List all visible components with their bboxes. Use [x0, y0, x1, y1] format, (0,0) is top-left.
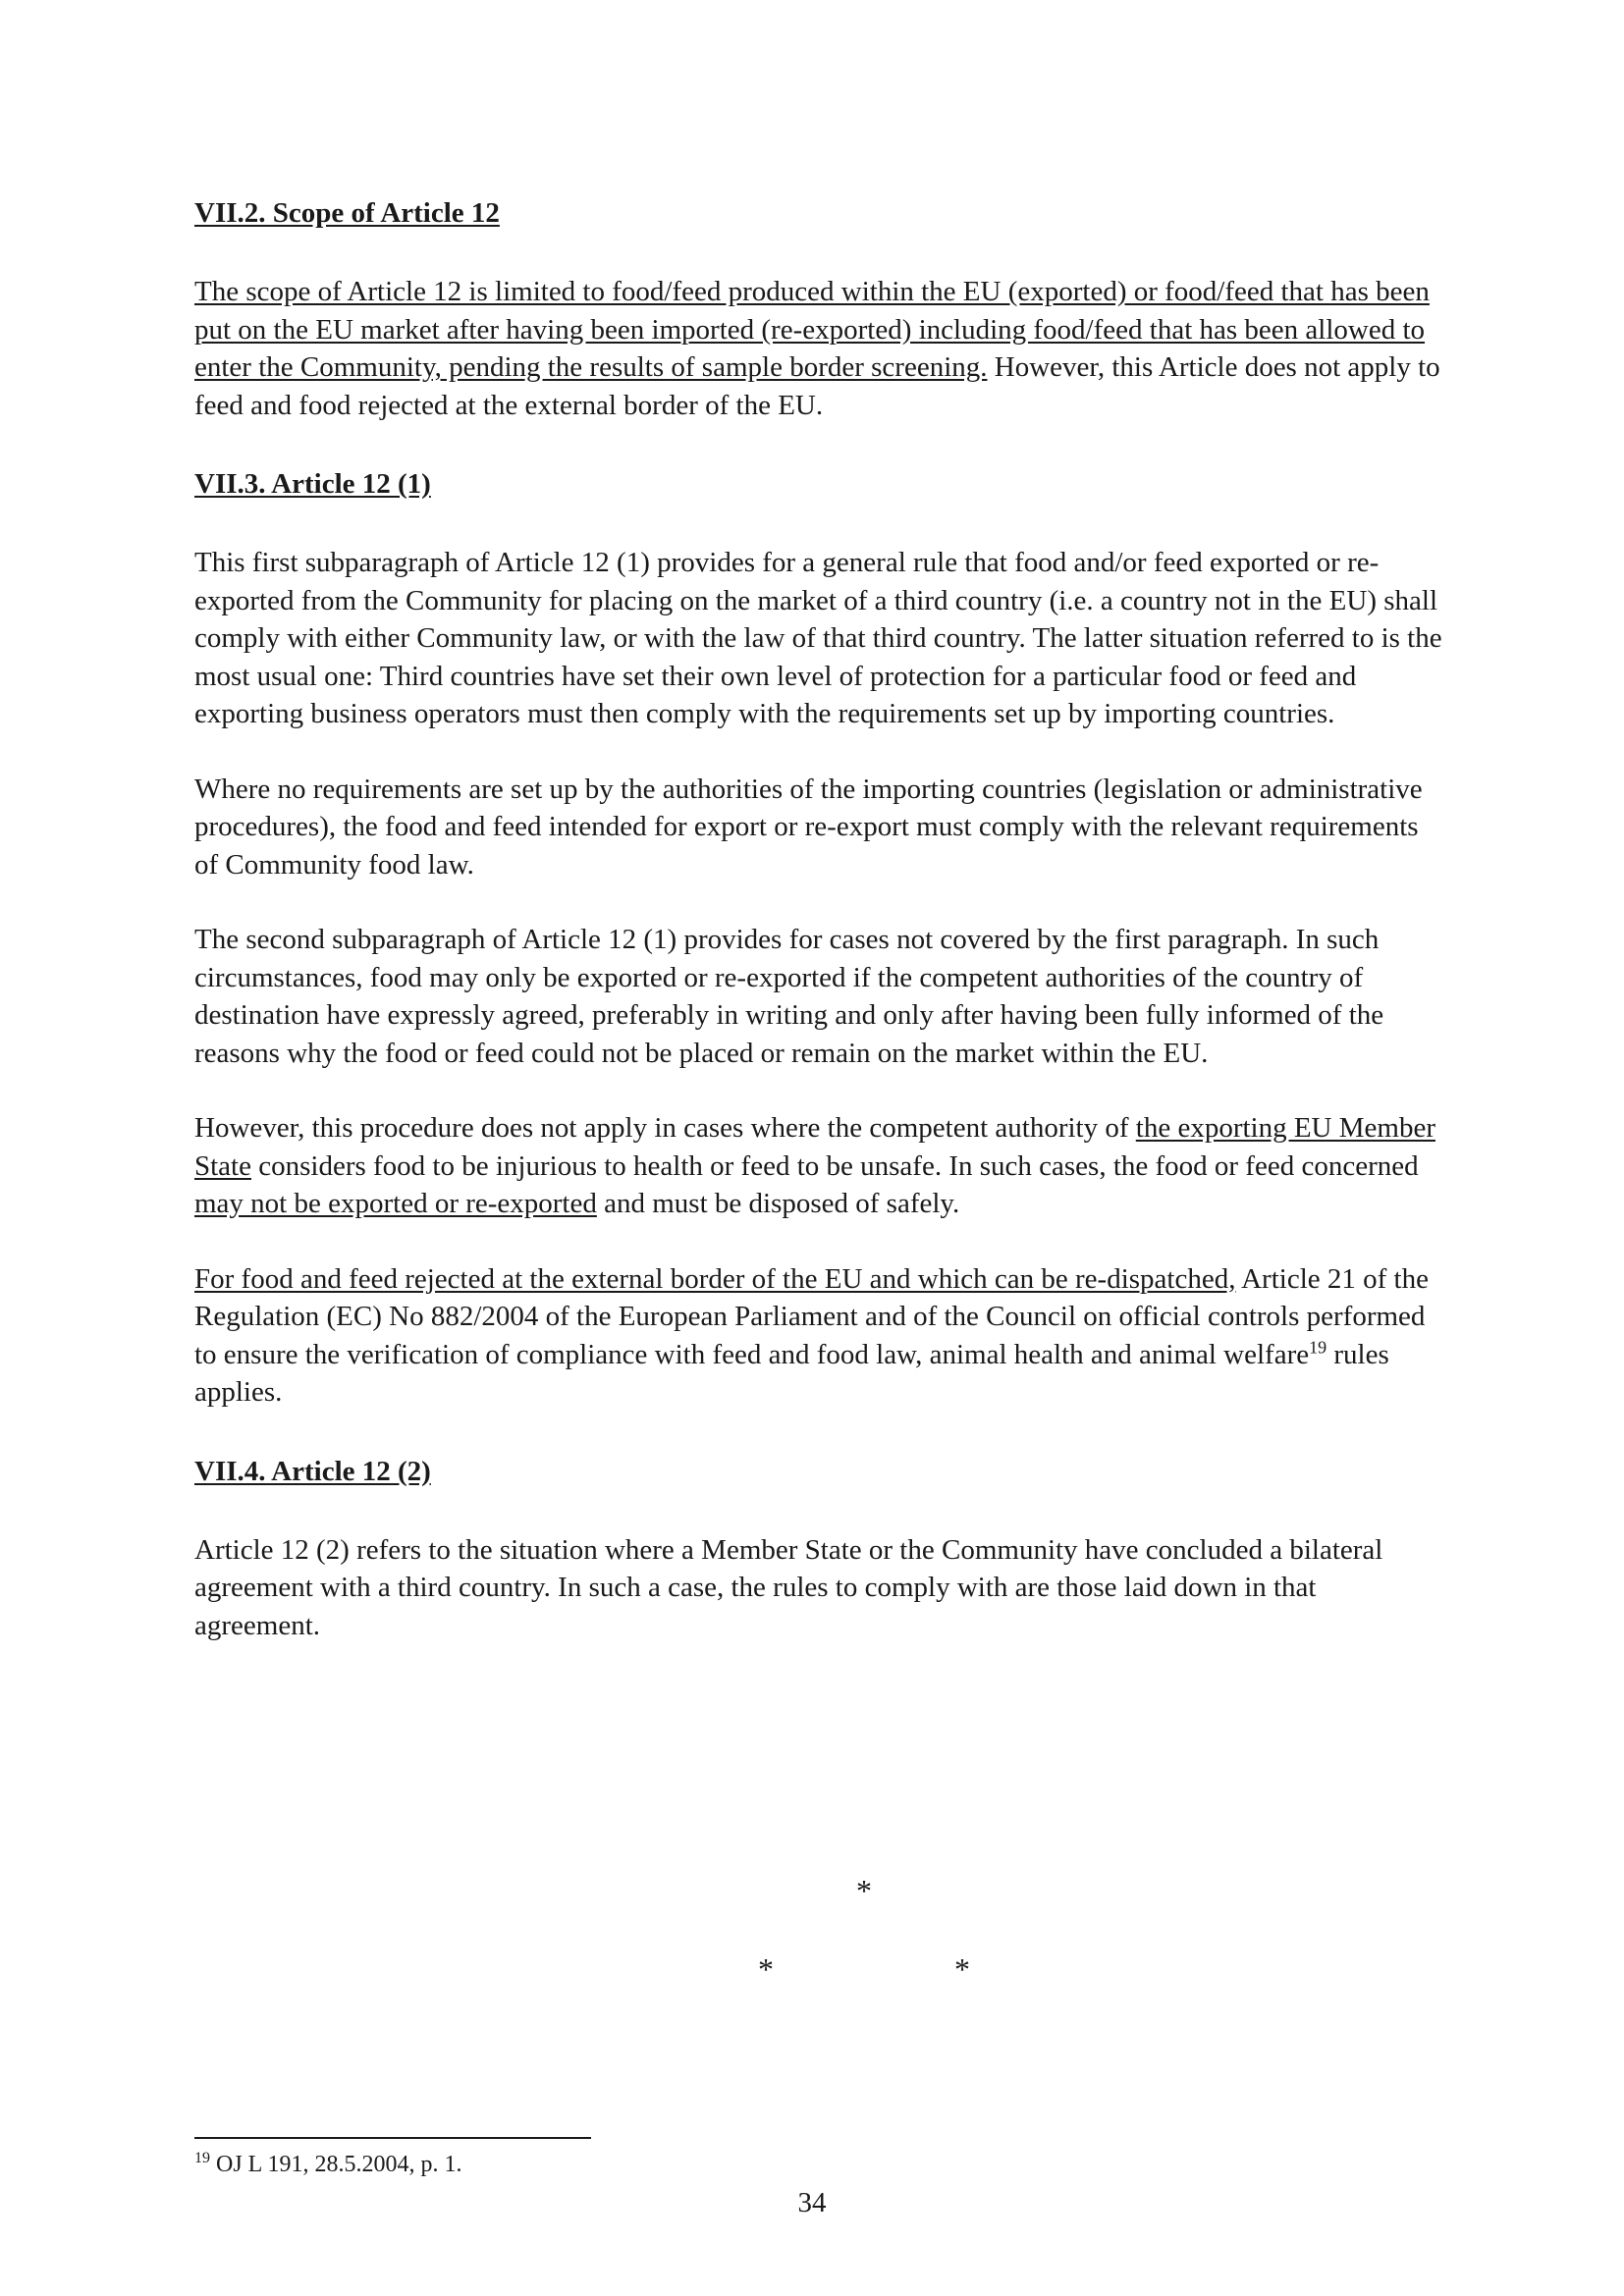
separator-star: * [954, 1951, 970, 1987]
separator-star: * [758, 1951, 774, 1987]
underlined-text: may not be exported or re-exported [194, 1188, 597, 1219]
plain-text: considers food to be injurious to health or feed to be unsafe. In such cases, the food or feed concerned [251, 1149, 1419, 1182]
underlined-text: the exporting EU Member State [194, 1112, 1435, 1182]
footnote-divider [194, 2137, 591, 2139]
page-body [194, 194, 1446, 1644]
underlined-text: For food and feed rejected at the external border of the EU and which can be re-dispatched, [194, 1262, 1236, 1295]
paragraph-rejected-food [194, 1260, 1446, 1412]
paragraph-general-rule: This first subparagraph of Article 12 (1) provides for a general rule that food and/or feed exported or re-exported from the Community for placing on the market of a third country (i.e. a country not in the EU) shall comply with either Community law, or with the law of that third country. The latter situation referred to is the most usual one: Third countries have set their own level of protection for a particular food or feed and exporting business operators must then comply with the requirements set up by importing countries. [194, 547, 1442, 729]
footnote [194, 2150, 461, 2179]
underlined-text: The scope of Article 12 is limited to food/feed produced within the EU (exported) or food/feed that has been put on the EU market after having been imported (re-exported) including food/feed that has been allowed to enter the Community, pending the results of sample border screening. [194, 276, 1430, 383]
paragraph-no-requirements: Where no requirements are set up by the authorities of the importing countries (legislation or administrative procedures), the food and feed intended for export or re-export must comply with the relevant requirements of Community food law. [194, 773, 1423, 881]
paragraph-bilateral-agreement: Article 12 (2) refers to the situation where a Member State or the Community have concluded a bilateral agreement with a third country. In such a case, the rules to comply with are those laid down in that agreement. [194, 1533, 1383, 1641]
plain-text: rules applies. [194, 1338, 1389, 1408]
footnote-number: 19 [194, 2150, 210, 2166]
separator-star: * [856, 1873, 872, 1908]
section-heading-vii3: VII.3. Article 12 (1) [194, 468, 431, 500]
paragraph-procedure-exception [194, 1109, 1446, 1223]
footnote-text: OJ L 191, 28.5.2004, p. 1. [210, 2152, 462, 2177]
section-heading-vii4: VII.4. Article 12 (2) [194, 1455, 431, 1487]
footnote-reference[interactable]: 19 [1309, 1336, 1327, 1357]
paragraph-second-subparagraph: The second subparagraph of Article 12 (1) provides for cases not covered by the first paragraph. In such circumstances, food may only be exported or re-exported if the competent authorities of the country of destination have expressly agreed, preferably in writing and only after having been fully informed of the reasons why the food or feed could not be placed or remain on the market within the EU. [194, 924, 1384, 1069]
page-number: 34 [797, 2187, 827, 2218]
plain-text: However, this Article does not apply to feed and food rejected at the external border of the EU. [194, 351, 1440, 421]
plain-text: Article 21 of the Regulation (EC) No 882/2004 of the European Parliament and of the Council on official controls performed to ensure the verification of compliance with feed and food law, animal health and animal welfare [194, 1262, 1429, 1370]
paragraph-scope [194, 273, 1446, 424]
section-heading-vii2: VII.2. Scope of Article 12 [194, 197, 500, 229]
plain-text: and must be disposed of safely. [596, 1188, 960, 1219]
plain-text: However, this procedure does not apply in cases where the competent authority of [194, 1112, 1136, 1144]
